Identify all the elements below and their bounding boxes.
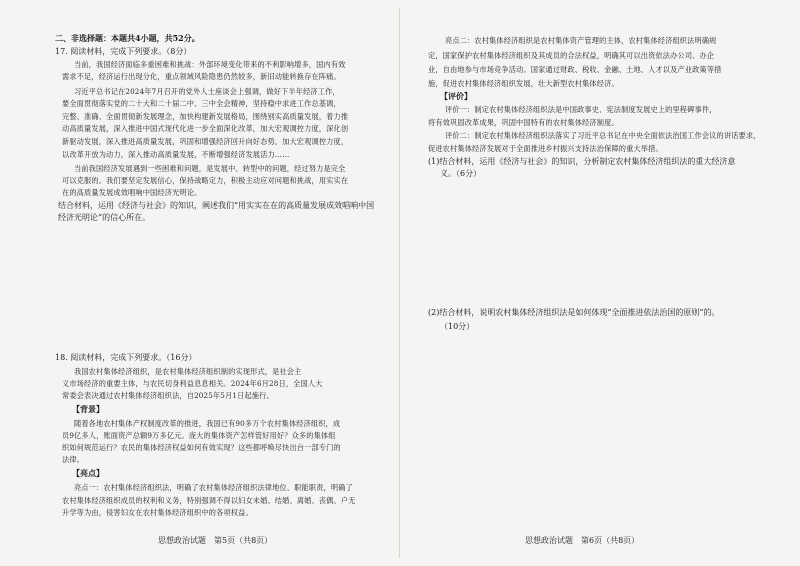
q17-task: 经济光明论”的信心所在。 xyxy=(58,213,151,222)
q17-material-line: 习近平总书记在2024年7月召开的党外人士座谈会上强调，做好下半年经济工作， xyxy=(74,87,340,96)
q18-sub1: 义。（6分） xyxy=(440,169,482,178)
q18-sub1: (1)结合材料，运用《经济与社会》的知识，分析制定农村集体经济组织法的重大经济意 xyxy=(428,157,736,166)
evaluation-line: 评价二：制定农村集体经济组织法落实了习近平总书记在中央全面依法治国工作会议的讲话要求， xyxy=(445,131,761,140)
evaluation-line: 将有效巩固改革成果，巩固中国特有的农村集体经济制度。 xyxy=(428,118,619,127)
q18-material-line: 我国农村集体经济组织，是农村集体经济组织制的实现形式，是社会主 xyxy=(74,367,302,376)
q18-sub2: (2)结合材料，说明农村集体经济组织法是如何体现“全面推进依法治国的原则”的。 xyxy=(428,308,720,317)
q17-material-line: 当前我国经济发展遇到一些困难和问题，是发展中、转型中的问题，经过努力是完全 xyxy=(74,164,346,173)
highlights-label: 【亮点】 xyxy=(72,468,104,478)
q17-material-line: 动高质量发展，深入推进中国式现代化进一步全面深化改革，加大宏观调控力度，深化创 xyxy=(62,124,349,133)
background-line: 织如何规范运行？农民的集体经济权益如何有效实现？这些都呼唤尽快出台一部专门的 xyxy=(62,443,341,452)
q17-material-line: 在的高质量发展成效唱响中国经济光明论。 xyxy=(62,188,202,197)
q17-material-line: 以改革开放为动力，深入推动高质量发展，不断增强经济发展活力…… xyxy=(62,150,290,159)
background-label: 【背景】 xyxy=(72,404,104,414)
q17-task: 结合材料，运用《经济与社会》的知识，阐述我们“用实实在在的高质量发展成效唱响中国 xyxy=(58,201,375,210)
highlight-line: 农村集体经济组织成员的权利和义务，特别强调不得以妇女未婚、结婚、离婚、丧偶、户无 xyxy=(62,496,356,505)
q18-stem: 18. 阅读材料，完成下列要求。（16分） xyxy=(55,353,197,362)
section-header: 二、非选择题：本题共4小题，共52分。 xyxy=(55,33,200,43)
highlight2-line: 定，国家保护农村集体经济组织及其成员的合法权益，明确其可以出资依法办公司、办企 xyxy=(428,51,715,60)
q18-sub2: （10分） xyxy=(440,322,475,331)
q18-material-line: 常委会表决通过农村集体经济组织法，自2025年5月1日起施行。 xyxy=(62,391,274,400)
q17-material-line: 要全面贯彻落实党的二十大和二十届二中、三中全会精神，坚持稳中求进工作总基调， xyxy=(62,99,341,108)
background-line: 法律。 xyxy=(62,455,85,464)
evaluation-line: 促进农村集体经济发展对于全面推进乡村振兴支持法治保障的重大举措。 xyxy=(428,144,663,153)
highlight2-line: 亮点二：农村集体经济组织是农村集体资产管理的主体，农村集体经济组织法明确规 xyxy=(445,36,717,45)
right-page xyxy=(400,0,800,566)
evaluation-line: 评价一：制定农村集体经济组织法是中国政事史、宪法制度发展史上的里程碑事件， xyxy=(445,105,717,114)
page-footer: 思想政治试题 第5页（共8页） xyxy=(158,536,273,545)
q17-stem: 17. 阅读材料，完成下列要求。（8分） xyxy=(55,47,192,56)
q17-material-line: 当前，我国经济面临多重困难和挑战：外部环境变化带来的不利影响增多，国内有效 xyxy=(74,60,346,69)
highlight-line: 升学等为由，侵害妇女在农村集体经济组织中的各项权益。 xyxy=(62,508,253,517)
q17-material-line: 需求不足，经济运行出现分化，重点领域风险隐患仍然较多，新旧动能转换存在阵痛。 xyxy=(62,72,341,81)
highlight-line: 亮点一：农村集体经济组织法，明确了农村集体经济组织法律地位、职能职责，明确了 xyxy=(74,483,353,492)
highlight2-line: 业，自由地参与市场竞争活动。国家通过财政、税收、金融、土地、人才以及产业政策等措 xyxy=(428,65,722,74)
background-line: 员9亿多人，账面资产总额9万多亿元。庞大的集体资产怎样管好用好？众多的集体组 xyxy=(62,431,336,440)
evaluation-label: 【评价】 xyxy=(440,91,472,101)
q17-material-line: 完整、准确、全面贯彻新发展理念，加快构建新发展格局，围绕别实高质量发展，着力推 xyxy=(62,112,349,121)
page-footer: 思想政治试题 第6页（共8页） xyxy=(525,536,640,545)
background-line: 随着各地农村集体产权制度改革的推进，我国已有90多万个农村集体经济组织，成 xyxy=(74,419,341,428)
q17-material-line: 可以克服的。我们要坚定发展信心，保持战略定力，积极主动应对问题和挑战，用实实在 xyxy=(62,176,349,185)
highlight2-line: 施，促进农村集体经济组织发展，壮大新型农村集体经济。 xyxy=(428,79,619,88)
q18-material-line: 义市场经济的重要主体，与农民切身利益息息相关。2024年6月28日，全国人大 xyxy=(62,379,323,388)
q17-material-line: 新驱动发展，深入推进高质量发展，巩固和增强经济回升向好态势，加大宏观调控力度， xyxy=(62,137,349,146)
